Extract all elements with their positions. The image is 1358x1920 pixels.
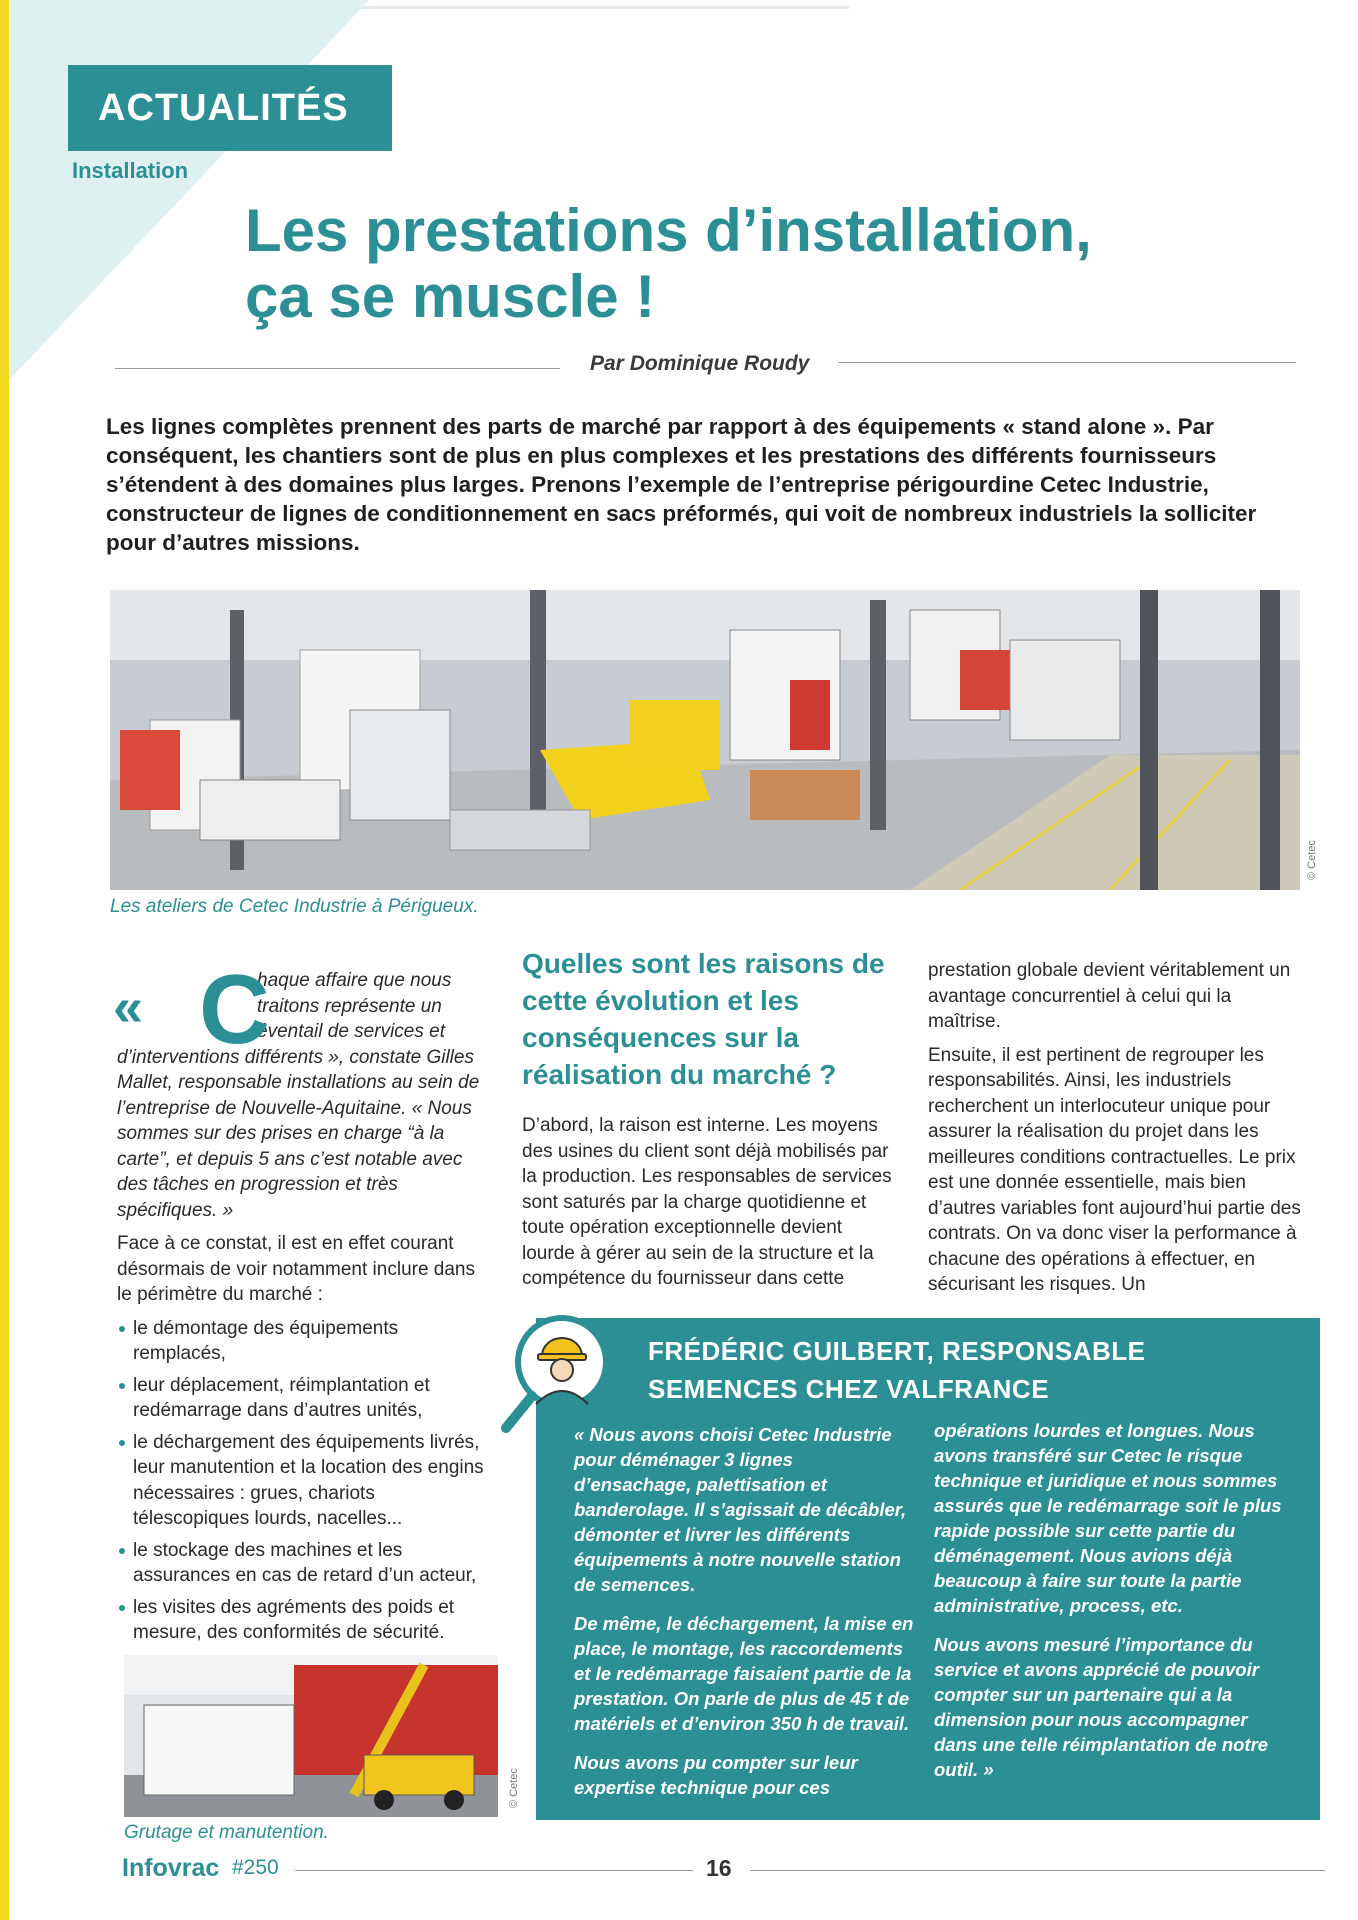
issue-number: #250 — [232, 1856, 279, 1879]
title-line-2: ça se muscle ! — [245, 263, 656, 330]
section-label: Installation — [72, 158, 189, 183]
page-number: 16 — [706, 1855, 732, 1881]
list-item: leur déplacement, réimplantation et redémarrage dans d’autres unités, — [117, 1373, 489, 1424]
photo-caption-main: Les ateliers de Cetec Industrie à Périgueux. — [110, 896, 479, 917]
quote-mark: « — [113, 977, 144, 1037]
paragraph: prestation globale devient véritablement un avantage concurrentiel à celui qui la maîtrise. — [928, 960, 1291, 1032]
list-item: le démontage des équipements remplacés, — [117, 1316, 489, 1367]
byline: Par Dominique Roudy — [590, 352, 810, 375]
photo-credit-small: © Cetec — [508, 1768, 520, 1808]
testimonial-paragraph: opérations lourdes et longues. Nous avons transféré sur Cetec le risque technique et juridique et nous sommes assurés que le redémarrage soit le plus rapide possible sur cette partie du déménagement. Nous avions déjà beaucoup à faire sur toute la partie administrative, process, etc. — [934, 1420, 1282, 1616]
opening-quote — [113, 954, 489, 1223]
list-item: le déchargement des équipements livrés, leur manutention et la location des engins nécessaires : grues, chariots télescopiques lourds, nacelles... — [117, 1430, 489, 1532]
footer-rule-right — [750, 1870, 1325, 1871]
rubric-label: ACTUALITÉS — [68, 65, 392, 151]
testimonial-col-left — [574, 1422, 914, 1814]
heading-line: SEMENCES CHEZ VALFRANCE — [648, 1374, 1050, 1404]
byline-rule-left — [115, 368, 560, 369]
list-item: le stockage des machines et les assurances en cas de retard d’un acteur, — [117, 1538, 489, 1589]
testimonial-heading — [648, 1332, 1146, 1408]
testimonial-paragraph: Nous avons mesuré l’importance du service et avons apprécié de pouvoir compter sur un partenaire qui a la dimension pour nous accompagner dans une telle réimplantation de notre outil. » — [934, 1634, 1269, 1780]
title-line-1: Les prestations d’installation, — [245, 197, 1092, 264]
workshop-photo — [110, 590, 1300, 890]
column-3 — [928, 958, 1308, 1306]
magazine-logo: Infovrac — [122, 1854, 220, 1882]
testimonial-col-right — [934, 1418, 1284, 1796]
testimonial-paragraph: Nous avons pu compter sur leur expertise technique pour ces — [574, 1752, 858, 1798]
answer-paragraph: D’abord, la raison est interne. Les moyens des usines du client sont déjà mobilisés par la production. Les responsables de services sont saturés par la charge quotidienne et toute opération exceptionnelle devient lourde à gérer au sein de la structure et la compétence du fournisseur dans cette — [522, 1115, 892, 1289]
paragraph: Ensuite, il est pertinent de regrouper les responsabilités. Ainsi, les industriels recherchent un interlocuteur unique pour assurer la réalisation du projet dans les meilleures conditions contractuelles. Le prix est une donnée essentielle, mais bien d’autres variables font aujourd’hui partie des contrats. On va donc viser la performance à chacune des opérations à effectuer, en sécurisant les risques. Un — [928, 1044, 1301, 1295]
context-paragraph: Face à ce constat, il est en effet courant désormais de voir notamment inclure dans le périmètre du marché : — [117, 1233, 476, 1305]
byline-rule-right — [838, 362, 1296, 363]
article-intro: Les lignes complètes prennent des parts de marché par rapport à des équipements « stand alone ». Par conséquent, les chantiers sont de plus en plus complexes et les prestations des différents fournisseurs s’étendent à des domaines plus larges. Prenons l’exemple de l’entreprise périgourdine Cetec Industrie, constructeur de lignes de conditionnement en sacs préformés, qui voit de nombreux industriels la solliciter pour d’autres missions. — [106, 414, 1257, 555]
testimonial-paragraph: De même, le déchargement, la mise en place, le montage, les raccordements et le redémarrage faisaient partie de la prestation. On parle de plus de 45 t de matériels et d’environ 350 h de travail. — [574, 1613, 914, 1734]
footer-rule-left — [295, 1870, 693, 1871]
quote-paragraph: haque affaire que nous traitons représente un éventail de services et d’interventions différents », constate Gilles Mallet, responsable installations au sein de l’entreprise de Nouvelle-Aquitaine. « Nous sommes sur des prises en charge “à la carte”, et depuis 5 ans c’est notable avec des tâches en progression et très spécifiques. » — [117, 970, 480, 1221]
magnifier-worker-icon — [500, 1312, 610, 1436]
crane-illustration — [124, 1655, 498, 1817]
dropcap: C — [199, 954, 270, 1064]
photo-caption-small: Grutage et manutention. — [124, 1822, 329, 1843]
question-heading: Quelles sont les raisons de cette évolution et les conséquences sur la réalisation du marché ? — [522, 948, 885, 1090]
photo-credit-main: © Cetec — [1306, 840, 1318, 880]
heading-line: FRÉDÉRIC GUILBERT, RESPONSABLE — [648, 1336, 1146, 1366]
column-1 — [113, 954, 489, 1652]
column-2 — [522, 945, 900, 1300]
article-title — [245, 198, 1245, 330]
testimonial-paragraph: « Nous avons choisi Cetec Industrie pour déménager 3 lignes d’ensachage, palettisation et banderolage. Il s’agissait de décâbler, démonter et livrer les différents équipements à notre nouvelle station de semences. — [574, 1424, 907, 1595]
scope-list — [117, 1316, 489, 1646]
workshop-illustration — [110, 590, 1300, 890]
list-item: les visites des agréments des poids et mesure, des conformités de sécurité. — [117, 1595, 489, 1646]
crane-photo — [124, 1655, 498, 1817]
page-edge-stripe — [0, 0, 9, 1920]
testimonial-box — [536, 1318, 1320, 1820]
